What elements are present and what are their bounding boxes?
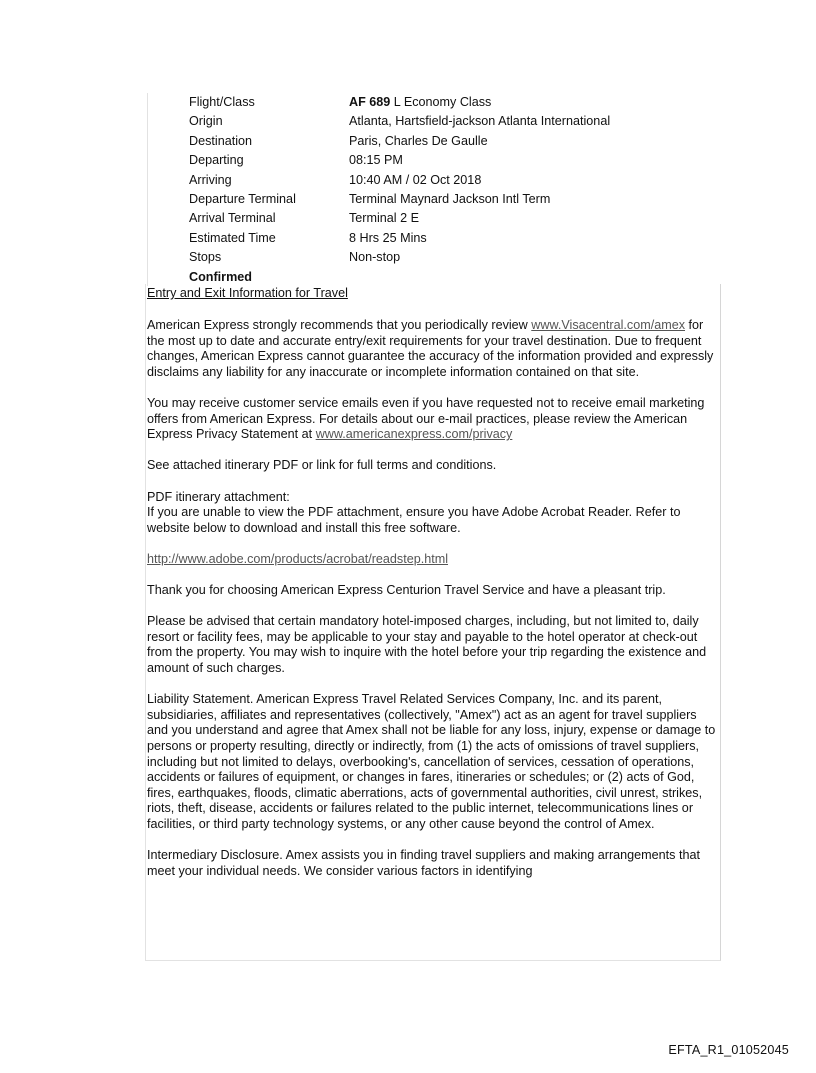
email-paragraph: [147, 396, 719, 443]
booking-status: Confirmed: [189, 269, 252, 284]
flight-row: [148, 93, 718, 112]
flight-label: Estimated Time: [189, 230, 276, 245]
flight-label: Flight/Class: [189, 95, 255, 109]
flight-row: [148, 248, 718, 267]
flight-class: L Economy Class: [390, 95, 492, 109]
adobe-link[interactable]: http://www.adobe.com/products/acrobat/readstep.html: [147, 551, 449, 566]
flight-value: Paris, Charles De Gaulle: [349, 133, 488, 148]
flight-row: [148, 171, 718, 190]
privacy-link[interactable]: www.americanexpress.com/privacy: [315, 427, 513, 442]
flight-value: [349, 93, 491, 112]
liability-paragraph: Liability Statement. American Express Travel Related Services Company, Inc. and its parent, subsidiaries, affiliates and representatives (collectively, "Amex") act as an agent for travel suppliers and you understand and agree that Amex shall not be liable for any loss, injury, expense or damage to persons or property resulting, directly or indirectly, from (1) the acts of omissions of travel suppliers, including but not limited to delays, overbooking's, cancellation of services, cessation of operations, accidents or failures of equipment, or changes in fares, itineraries or schedules; or (2) acts of God, fires, earthquakes, floods, climatic aberrations, acts of governmental authorities, civil unrest, strikes, riots, theft, disease, accidents or failures related to the public internet, telecommunications lines or facilities, or third party technology systems, or any other cause beyond the control of Amex.: [147, 692, 716, 831]
paragraph-text: You may receive customer service emails even if you have requested not to receive email marketing offers from American Express. For details about our e-mail practices, please review the American Express Privacy Statement at: [147, 395, 705, 442]
flight-label: Origin: [189, 114, 223, 129]
pdf-heading: PDF itinerary attachment:: [147, 489, 290, 504]
flight-value: Atlanta, Hartsfield-jackson Atlanta International: [349, 114, 611, 129]
flight-row: [148, 112, 718, 131]
visacentral-link[interactable]: www.Visacentral.com/amex: [531, 318, 686, 332]
document-id: EFTA_R1_01052045: [668, 1043, 789, 1057]
flight-label: Stops: [189, 250, 222, 265]
terms-paragraph: See attached itinerary PDF or link for full terms and conditions.: [147, 458, 497, 473]
hotel-charges-paragraph: Please be advised that certain mandatory hotel-imposed charges, including, but not limited to, daily resort or facility fees, may be applicable to your stay and payable to the hotel operator at check-out from the property. You may wish to inquire with the hotel before your trip regarding the existence and amount of such charges.: [147, 614, 707, 676]
flight-value: Terminal 2 E: [349, 211, 419, 226]
flight-row: [148, 151, 718, 170]
entry-exit-heading[interactable]: Entry and Exit Information for Travel: [147, 286, 348, 300]
pdf-paragraph: [147, 490, 719, 537]
flight-label: Arriving: [189, 172, 232, 187]
flight-value: 10:40 AM / 02 Oct 2018: [349, 172, 482, 187]
adobe-paragraph: [147, 552, 719, 568]
flight-row: [148, 132, 718, 151]
intermediary-paragraph: Intermediary Disclosure. Amex assists you in finding travel suppliers and making arrangements that meet your individual needs. We consider various factors in identifying: [147, 848, 700, 878]
info-content: [147, 318, 719, 895]
flight-row: [148, 229, 718, 248]
flight-value: Terminal Maynard Jackson Intl Term: [349, 191, 551, 206]
flight-value: 08:15 PM: [349, 153, 403, 168]
paragraph-text: American Express strongly recommends that you periodically review: [147, 318, 532, 332]
flight-label: Destination: [189, 133, 253, 148]
paragraph-text: If you are unable to view the PDF attachment, ensure you have Adobe Acrobat Reader. Refer to website below to download and install this free software.: [147, 505, 681, 535]
paragraph-text: for the most up to date and accurate entry/exit requirements for your travel destination. Due to frequent changes, American Express cannot guarantee the accuracy of the information provided and expressly disclaims any liability for any inaccurate or incomplete information contained on that site.: [147, 318, 714, 379]
flight-label: Departing: [189, 153, 244, 168]
flight-row: [148, 190, 718, 209]
flight-label: Arrival Terminal: [189, 211, 276, 226]
flight-label: Departure Terminal: [189, 191, 296, 206]
flight-value: 8 Hrs 25 Mins: [349, 230, 427, 245]
thanks-paragraph: Thank you for choosing American Express Centurion Travel Service and have a pleasant trip.: [147, 583, 666, 598]
flight-value: Non-stop: [349, 250, 401, 265]
entry-exit-paragraph: [147, 318, 719, 380]
flight-row: [148, 209, 718, 228]
flight-number: AF 689: [349, 95, 391, 109]
flight-details: [147, 93, 718, 286]
